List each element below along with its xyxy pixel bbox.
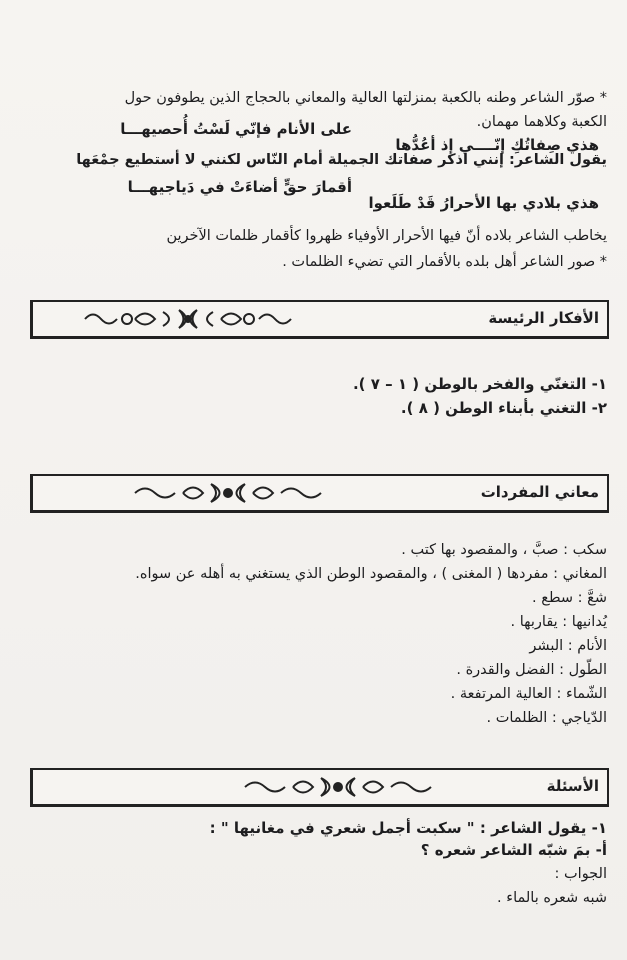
section-header-questions — [30, 768, 609, 807]
vocab-item-1: سكب : صبَّ ، والمقصود بها كتب . — [401, 542, 607, 558]
section-title-questions: الأسئلة — [546, 777, 599, 795]
verse1-second-hemistich: على الأنام فإنّي لَسْتُ أُحصيهـــا — [120, 120, 352, 138]
vocab-item-8: الدّياجي : الظلمات . — [486, 710, 607, 726]
decorative-ornament-icon — [243, 774, 433, 800]
section-header-main-ideas — [30, 300, 609, 339]
verse2-first-hemistich: هذي بلادي بها الأحرارُ قَدْ طَلَعوا — [368, 194, 599, 212]
main-idea-1: ١- التغنّي والفخر بالوطن ( ١ – ٧ ). — [352, 375, 607, 393]
explanation-2-line-2: * صور الشاعر أهل بلده بالأقمار التي تضيء الظلمات . — [282, 254, 607, 270]
intro-line-1: * صوّر الشاعر وطنه بالكعبة بمنزلتها العالية والمعاني بالحجاج الذين يطوفون حول — [124, 90, 607, 106]
explanation-2-line-1: يخاطب الشاعر بلاده أنّ فيها الأحرار الأوفياء ظهروا كأقمار ظلمات الآخرين — [166, 228, 607, 244]
vocab-item-3: شعَّ : سطع . — [532, 590, 607, 606]
section-title-vocabulary: معاني المفردات — [480, 483, 599, 501]
explanation-1: يقول الشاعر: إنني اذكر صفاتك الجميلة أمام النّاس لكنني لا أستطيع جمْعَها — [76, 152, 607, 168]
verse2-second-hemistich: أقمارَ حقٍّ أضاءَتْ في دَياجيهـــا — [127, 178, 352, 196]
decorative-ornament-icon — [133, 480, 323, 506]
question-1a: أ- بمَ شبّه الشاعر شعره ؟ — [420, 841, 607, 859]
vocab-item-4: يُدانيها : يقاربها . — [510, 614, 607, 630]
section-header-vocabulary — [30, 474, 609, 513]
verse1-first-hemistich: هذي صِفاتُكِ إنّــــي إذ أعُدُّها — [395, 136, 599, 154]
answer-text: شبه شعره بالماء . — [497, 890, 607, 906]
vocab-item-5: الأنام : البشر — [529, 638, 607, 654]
intro-line-2: الكعبة وكلاهما مهمان. — [476, 114, 607, 130]
answer-label: الجواب : — [554, 866, 607, 882]
vocab-item-7: الشّماء : العالية المرتفعة . — [450, 686, 607, 702]
vocab-item-2: المغاني : مفردها ( المغنى ) ، والمقصود الوطن الذي يستغني به أهله عن سواه. — [135, 566, 607, 582]
decorative-ornament-icon — [83, 306, 293, 332]
question-1: ١- يقول الشاعر : " سكبت أجمل شعري في مغانيها " : — [209, 819, 607, 837]
vocab-item-6: الطّول : الفضل والقدرة . — [456, 662, 607, 678]
main-idea-2: ٢- التغني بأبناء الوطن ( ٨ ). — [400, 399, 607, 417]
section-title-main-ideas: الأفكار الرئيسة — [488, 309, 599, 327]
